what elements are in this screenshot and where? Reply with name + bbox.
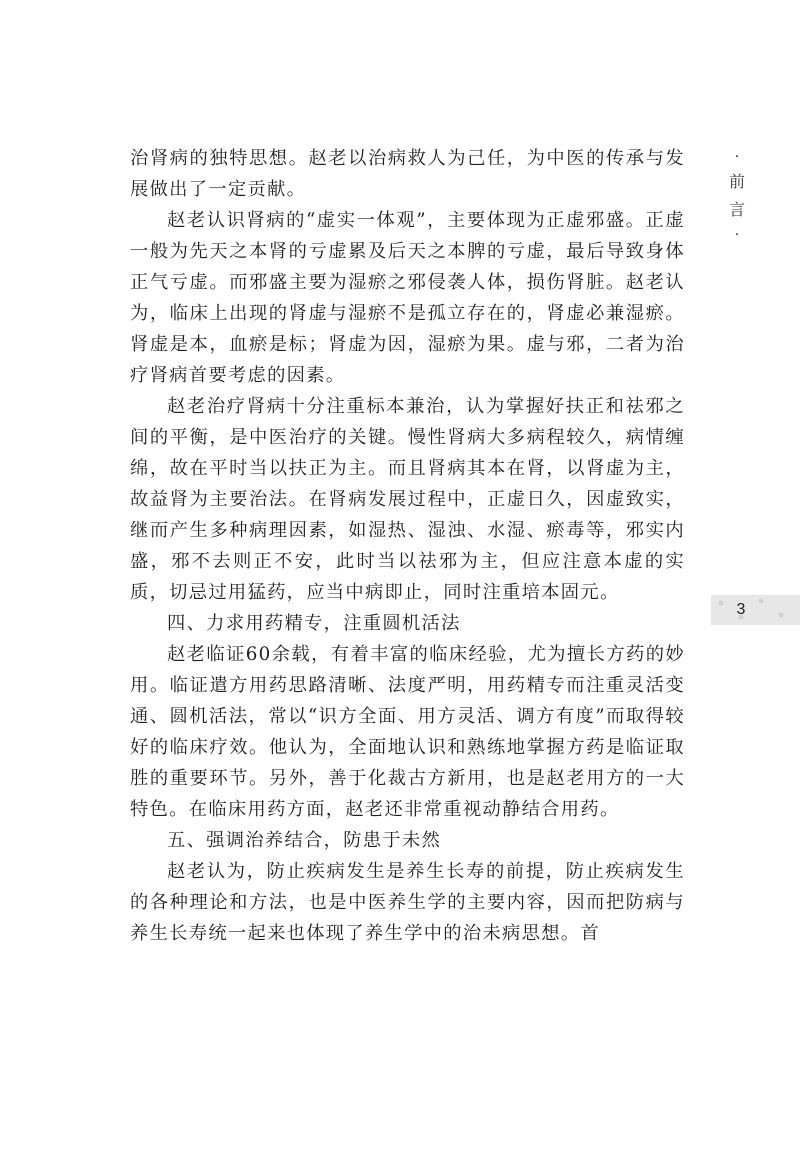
section-heading-5: 五、强调治养结合，防患于未然 bbox=[167, 830, 442, 851]
page-number: 3 bbox=[736, 601, 746, 618]
side-label-dot-top: · bbox=[734, 149, 740, 165]
paragraph-treatment-principles: 赵老治疗肾病十分注重标本兼治，认为掌握好扶正和祛邪之间的平衡，是中医治疗的关键。慢性肾病大多病程较久，病情缠绵，故在平时当以扶正为主。而且肾病其本在肾，以肾虚为主，故益肾为主要治法。在肾病发展过程中，正虚日久，因虚致实，继而产生多种病理因素，如湿热、湿浊、水湿、瘀毒等，邪实内盛，邪不去则正不安，此时当以祛邪为主，但应注意本虚的实质，切忌过用猛药，应当中病即止，同时注重培本固元。 bbox=[130, 396, 685, 603]
side-label-dot-bottom: · bbox=[734, 227, 740, 243]
paragraph-prevention: 赵老认为，防止疾病发生是养生长寿的前提，防止疾病发生的各种理论和方法，也是中医养生学的主要内容，因而把防病与养生长寿统一起来也体现了养生学中的治未病思想。首 bbox=[130, 861, 685, 944]
body-text bbox=[130, 143, 685, 949]
paragraph-prescriptions: 赵老临证60余载，有着丰富的临床经验，尤为擅长方药的妙用。临证遣方用药思路清晰、法度严明，用药精专而注重灵活变通、圆机活法，常以“识方全面、用方灵活、调方有度”而取得较好的临床疗效。他认为，全面地认识和熟练地掌握方药是临证取胜的重要环节。另外，善于化裁古方新用，也是赵老用方的一大特色。在临床用药方面，赵老还非常重视动静结合用药。 bbox=[130, 644, 685, 820]
section-heading-4: 四、力求用药精专，注重圆机活法 bbox=[167, 613, 461, 634]
paragraph-deficiency-excess: 赵老认识肾病的“虚实一体观”，主要体现为正虚邪盛。正虚一般为先天之本肾的亏虚累及后天之本脾的亏虚，最后导致身体正气亏虚。而邪盛主要为湿瘀之邪侵袭人体，损伤肾脏。赵老认为，临床上出现的肾虚与湿瘀不是孤立存在的，肾虚必兼湿瘀。肾虚是本，血瘀是标；肾虚为因，湿瘀为果。虚与邪，二者为治疗肾病首要考虑的因素。 bbox=[130, 210, 685, 386]
side-label-char-yan: 言 bbox=[728, 200, 745, 219]
section-side-label bbox=[727, 146, 747, 246]
paragraph-continuation: 治肾病的独特思想。赵老以治病救人为己任，为中医的传承与发展做出了一定贡献。 bbox=[130, 148, 685, 200]
side-label-char-qian: 前 bbox=[728, 172, 745, 191]
page-number-tab bbox=[711, 595, 800, 625]
